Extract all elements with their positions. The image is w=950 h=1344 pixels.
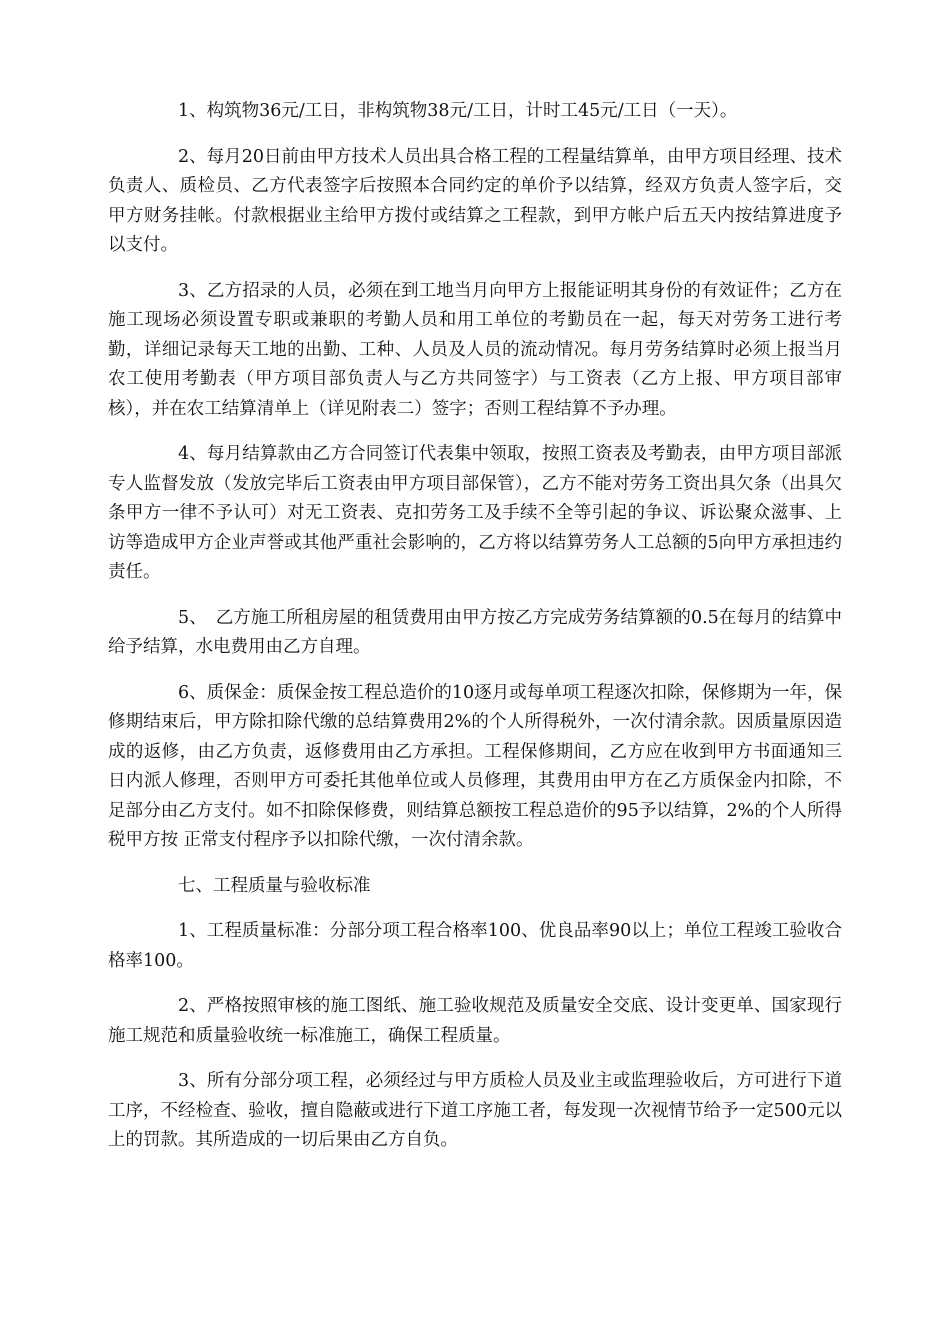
wage-distribution-paragraph: 4、每月结算款由乙方合同签订代表集中领取，按照工资表及考勤表，由甲方项目部派专人监督发放（发放完毕后工资表由甲方项目部保管），乙方不能对劳务工资出具欠条（出具欠条甲方一律不予认可）对无工资表、克扣劳务工及手续不全等引起的争议、诉讼聚众滋事、上访等造成甲方企业声誉或其他严重社会影响的，乙方将以结算劳务人工总额的5向甲方承担违约责任。 bbox=[108, 444, 842, 582]
document-body bbox=[108, 97, 842, 1172]
section-heading-quality: 七、工程质量与验收标准 bbox=[178, 875, 371, 896]
housing-rent-paragraph: 5、 乙方施工所租房屋的租赁费用由甲方按乙方完成劳务结算额的0.5在每月的结算中给予结算，水电费用由乙方自理。 bbox=[108, 607, 842, 657]
quality-standard-paragraph: 1、工程质量标准：分部分项工程合格率100、优良品率90以上；单位工程竣工验收合格率100。 bbox=[108, 921, 842, 971]
monthly-settlement-paragraph: 2、每月20日前由甲方技术人员出具合格工程的工程量结算单，由甲方项目经理、技术负责人、质检员、乙方代表签字后按照本合同约定的单价予以结算，经双方负责人签字后，交甲方财务挂帐。付款根据业主给甲方拨付或结算之工程款，到甲方帐户后五天内按结算进度予以支付。 bbox=[108, 146, 842, 255]
construction-compliance-paragraph: 2、严格按照审核的施工图纸、施工验收规范及质量安全交底、设计变更单、国家现行施工规范和质量验收统一标准施工，确保工程质量。 bbox=[108, 996, 842, 1046]
payment-rate-paragraph: 1、构筑物36元/工日，非构筑物38元/工日，计时工45元/工日（一天）。 bbox=[178, 101, 738, 121]
personnel-attendance-paragraph: 3、乙方招录的人员，必须在到工地当月向甲方上报能证明其身份的有效证件；乙方在施工现场必须设置专职或兼职的考勤人员和用工单位的考勤员在一起，每天对劳务工进行考勤，详细记录每天工地的出勤、工种、人员及人员的流动情况。每月劳务结算时必须上报当月农工使用考勤表（甲方项目部负责人与乙方共同签字）与工资表（乙方上报、甲方项目部审核），并在农工结算清单上（详见附表二）签字；否则工程结算不予办理。 bbox=[108, 280, 842, 419]
inspection-acceptance-paragraph: 3、所有分部分项工程，必须经过与甲方质检人员及业主或监理验收后，方可进行下道工序，不经检查、验收，擅自隐蔽或进行下道工序施工者，每发现一次视情节给予一定500元以上的罚款。其所造成的一切后果由乙方自负。 bbox=[108, 1071, 842, 1150]
warranty-deposit-paragraph: 6、质保金：质保金按工程总造价的10逐月或每单项工程逐次扣除，保修期为一年，保修期结束后，甲方除扣除代缴的总结算费用2%的个人所得税外，一次付清余款。因质量原因造成的返修，由乙方负责，返修费用由乙方承担。工程保修期间，乙方应在收到甲方书面通知三日内派人修理，否则甲方可委托其他单位或人员修理，其费用由甲方在乙方质保金内扣除，不足部分由乙方支付。如不扣除保修费，则结算总额按工程总造价的95予以结算，2%的个人所得税甲方按 正常支付程序予以扣除代缴，一次付清余款。 bbox=[108, 682, 842, 850]
